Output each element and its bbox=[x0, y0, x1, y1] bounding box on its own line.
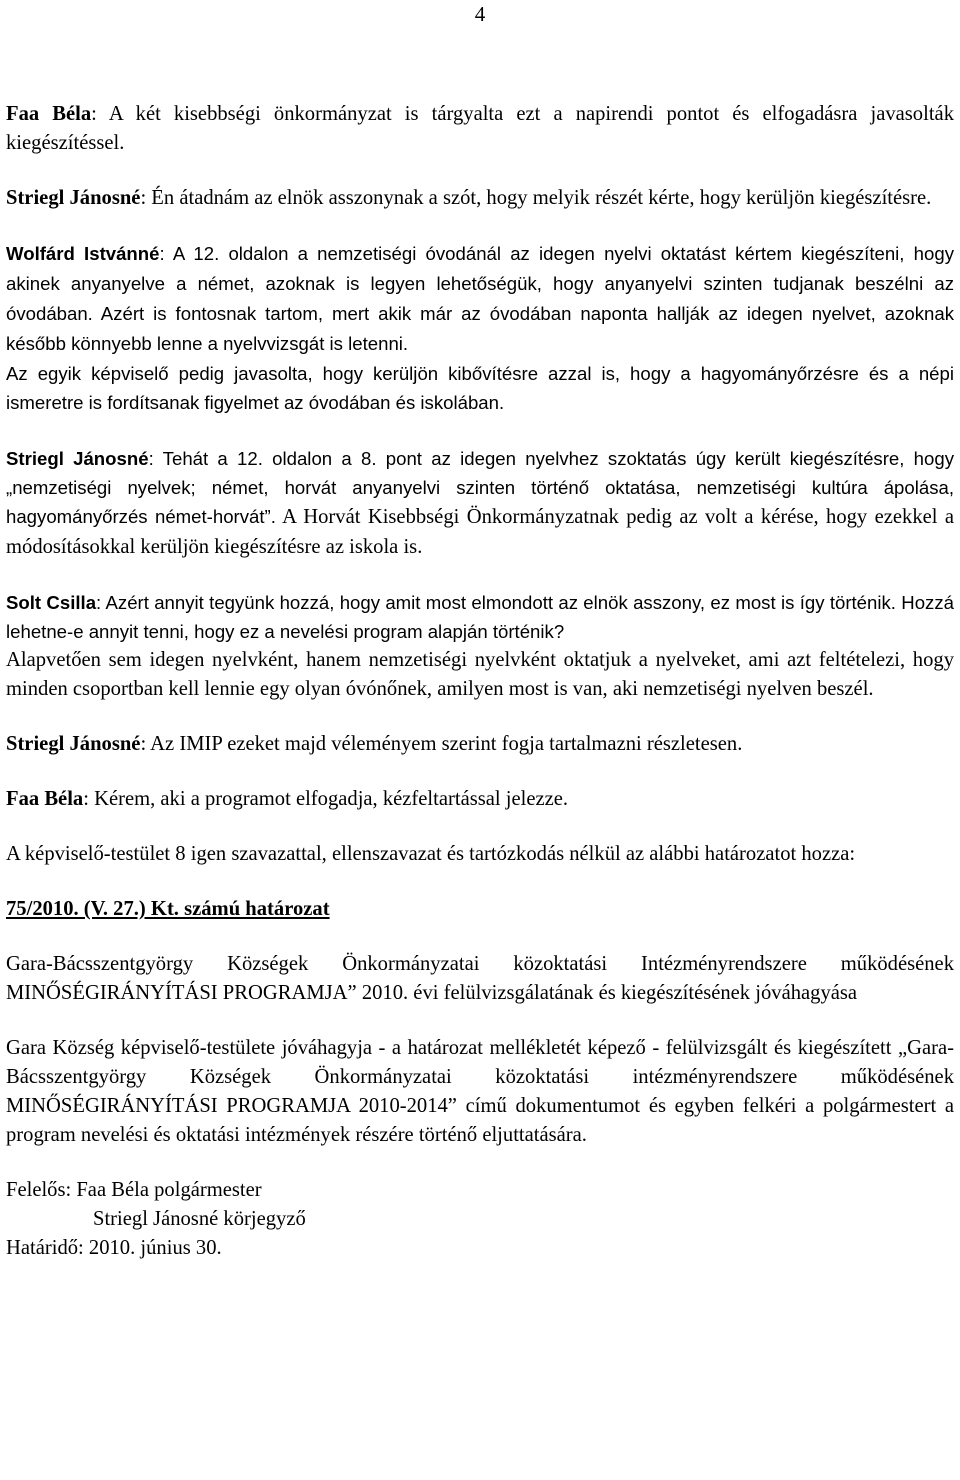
responsible-2: Striegl Jánosné körjegyző bbox=[93, 1208, 306, 1230]
paragraph-vote: A képviselő-testület 8 igen szavazattal, ellenszavazat és tartózkodás nélkül az alábbi határozatot hozza: bbox=[6, 843, 856, 865]
resolution-title: Gara-Bácsszentgyörgy Községek Önkormányzatai közoktatási Intézményrendszere működésének MINŐSÉGIRÁNYÍTÁSI PROGRAMJA” 2010. évi felülvizsgálatának és kiegészítésének jóváhagyása bbox=[6, 953, 954, 1004]
paragraph-striegl-3 bbox=[6, 730, 954, 759]
speaker-name: Striegl Jánosné bbox=[6, 733, 141, 755]
speaker-name: Striegl Jánosné bbox=[6, 448, 149, 469]
paragraph-text: Azért is fontosnak tartom, mert akik már az óvodában naponta hallják az idegen nyelvet, azoknak később könnyebb lenne a nyelvvizsgát is letenni. bbox=[6, 303, 954, 354]
paragraph-faa-bela-1 bbox=[6, 100, 954, 158]
paragraph-text: : Tehát a 12. oldalon a 8. pont az idegen nyelvhez szoktatás úgy került kiegészítésre, hogy „nemzetiségi nyelvek; német, horvát anyanyelvi szinten történő oktatása, nemzetiségi kultúra ápolása, hagyományőrzés német-horvát”. bbox=[6, 448, 954, 527]
responsible-1: Felelős: Faa Béla polgármester bbox=[6, 1179, 262, 1201]
paragraph-wolfard-cont: Az egyik képviselő pedig javasolta, hogy kerüljön kibővítésre azzal is, hogy a hagyományőrzésre és a népi ismeretre is fordítsanak figyelmet az óvodában és iskolában. bbox=[6, 363, 954, 413]
speaker-name: Faa Béla bbox=[6, 788, 84, 810]
paragraph-text: : Az IMIP ezeket majd véleményem szerint fogja tartalmazni részletesen. bbox=[140, 733, 743, 755]
paragraph-text: : Kérem, aki a programot elfogadja, kézfeltartással jelezze. bbox=[83, 788, 569, 810]
speaker-name: Striegl Jánosné bbox=[6, 187, 141, 209]
resolution-body: Gara Község képviselő-testülete jóváhagyja - a határozat mellékletét képező - felülvizsgált és kiegészített „Gara-Bácsszentgyörgy Községek Önkormányzatai közoktatási intézményrendszere működésének MINŐSÉGIRÁNYÍTÁSI PROGRAMJA 2010-2014” című dokumentumot és egyben felkéri a polgármestert a program nevelési és oktatási intézmények részére történő eljuttatására. bbox=[6, 1037, 954, 1146]
speaker-name: Faa Béla bbox=[6, 103, 92, 125]
speaker-name: Wolfárd Istvánné bbox=[6, 243, 160, 264]
deadline: Határidő: 2010. június 30. bbox=[6, 1237, 222, 1259]
paragraph-solt-csilla bbox=[6, 588, 954, 646]
paragraph-faa-bela-2 bbox=[6, 785, 954, 814]
speaker-name: Solt Csilla bbox=[6, 592, 97, 613]
paragraph-striegl-2 bbox=[6, 444, 954, 562]
paragraph-striegl-1 bbox=[6, 184, 954, 213]
paragraph-wolfard bbox=[6, 239, 954, 359]
resolution-number: 75/2010. (V. 27.) Kt. számú határozat bbox=[6, 898, 330, 920]
paragraph-text: A Horvát Kisebbségi Önkormányzatnak pedig az volt a kérése, hogy ezekkel a módosításokkal kerüljön kiegészítésre az iskola is. bbox=[6, 506, 954, 558]
paragraph-solt-csilla-cont: Alapvetően sem idegen nyelvként, hanem nemzetiségi nyelvként oktatjuk a nyelveket, ami azt feltételezi, hogy minden csoportban kell lennie egy olyan óvónőnek, amilyen most is van, aki nemzetiségi nyelven beszél. bbox=[6, 649, 954, 700]
paragraph-text: : A két kisebbségi önkormányzat is tárgyalta ezt a napirendi pontot és elfogadásra javasolták kiegészítéssel. bbox=[6, 103, 954, 154]
paragraph-text: : Azért annyit tegyünk hozzá, hogy amit most elmondott az elnök asszony, ez most is így történik. Hozzá lehetne-e annyit tenni, hogy ez a nevelési program alapján történik? bbox=[6, 592, 954, 642]
document-body bbox=[6, 100, 954, 1263]
paragraph-text: : Én átadnám az elnök asszonynak a szót, hogy melyik részét kérte, hogy kerüljön kiegészítésre. bbox=[140, 187, 932, 209]
paragraph-text: : A 12. oldalon a nemzetiségi óvodánál az idegen nyelvi oktatást kértem kiegészíteni, hogy akinek anyanyelve a német, azoknak is legyen lehetőségük, hogy anyanyelvi szinten tudjanak beszélni az óvodában. bbox=[6, 243, 954, 324]
page-number: 4 bbox=[474, 2, 486, 26]
